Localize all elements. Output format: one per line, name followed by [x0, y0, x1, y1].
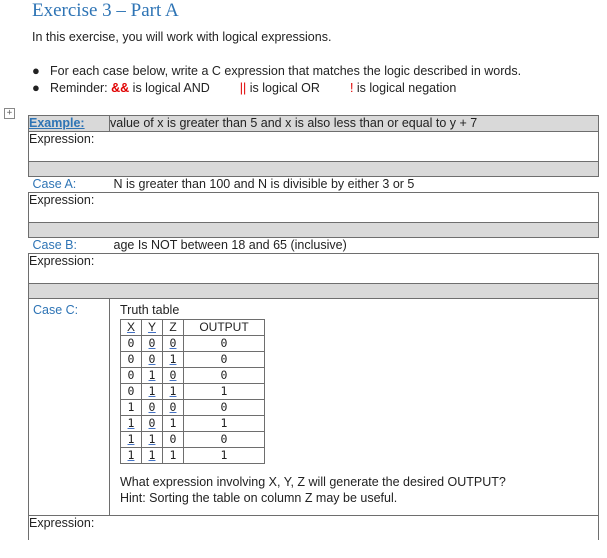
and-description: is logical AND [129, 81, 210, 95]
cell-x: 1 [121, 432, 142, 448]
truth-table-row [121, 400, 265, 416]
question-text: What expression involving X, Y, Z will generate the desired OUTPUT? [120, 475, 506, 489]
exercise-table [28, 115, 599, 540]
cell-x: 1 [121, 400, 142, 416]
cell-output: 0 [184, 432, 265, 448]
page-title: Exercise 3 – Part A [32, 0, 179, 21]
truth-table-row [121, 352, 265, 368]
table-row [29, 132, 599, 162]
case-b-label: Case B: [29, 238, 110, 254]
cell-z: 1 [163, 416, 184, 432]
case-c-content [110, 299, 599, 516]
table-move-handle-icon[interactable]: + [4, 108, 15, 119]
table-row [29, 116, 599, 132]
example-expression-cell[interactable] [29, 132, 599, 162]
cell-y: 0 [142, 336, 163, 352]
cell-y: 0 [142, 400, 163, 416]
not-description: is logical negation [353, 81, 457, 95]
cell-y: 1 [142, 448, 163, 464]
bullet-icon: ● [32, 80, 40, 95]
cell-output: 1 [184, 448, 265, 464]
cell-x: 0 [121, 368, 142, 384]
table-row [29, 254, 599, 284]
expression-label: Expression: [29, 132, 95, 146]
cell-output: 0 [184, 368, 265, 384]
not-operator: ! [349, 81, 354, 95]
truth-table-row [121, 448, 265, 464]
case-a-expression-cell[interactable] [29, 193, 599, 223]
expression-label: Expression: [29, 516, 95, 530]
cell-z: 0 [163, 432, 184, 448]
example-label: Example: [29, 116, 85, 130]
table-row [29, 223, 599, 238]
and-operator: && [111, 81, 130, 95]
header-z: Z [163, 320, 184, 336]
cell-z: 0 [163, 400, 184, 416]
case-b-expression-cell[interactable] [29, 254, 599, 284]
truth-table-title: Truth table [120, 303, 180, 317]
table-row [29, 177, 599, 193]
table-row [29, 238, 599, 254]
hint-text: Hint: Sorting the table on column Z may be useful. [120, 491, 398, 505]
case-c-expression-cell[interactable] [29, 516, 599, 540]
cell-z: 1 [163, 448, 184, 464]
table-row [29, 299, 599, 516]
truth-table-header [121, 320, 265, 336]
cell-z: 0 [163, 336, 184, 352]
cell-x: 0 [121, 352, 142, 368]
example-description: value of x is greater than 5 and x is also less than or equal to y + 7 [110, 116, 599, 132]
reminder-label: Reminder: [50, 81, 112, 95]
case-c-label: Case C: [29, 299, 110, 516]
cell-x: 1 [121, 448, 142, 464]
intro-text: In this exercise, you will work with logical expressions. [32, 30, 332, 44]
case-c-question [120, 474, 598, 506]
list-item [32, 64, 521, 81]
cell-y: 1 [142, 432, 163, 448]
truth-table-row [121, 336, 265, 352]
cell-x: 0 [121, 336, 142, 352]
cell-y: 1 [142, 368, 163, 384]
case-a-label: Case A: [29, 177, 110, 193]
list-item [32, 81, 521, 98]
case-b-description: age Is NOT between 18 and 65 (inclusive) [110, 238, 599, 254]
truth-table-row [121, 368, 265, 384]
case-a-description: N is greater than 100 and N is divisible by either 3 or 5 [110, 177, 599, 193]
truth-table-row [121, 432, 265, 448]
cell-z: 1 [163, 384, 184, 400]
cell-output: 0 [184, 352, 265, 368]
instruction-text: For each case below, write a C expression that matches the logic described in words. [50, 64, 522, 78]
table-row [29, 193, 599, 223]
header-x: X [121, 320, 142, 336]
cell-output: 0 [184, 336, 265, 352]
expression-label: Expression: [29, 254, 95, 268]
cell-y: 0 [142, 352, 163, 368]
bullet-icon: ● [32, 63, 40, 78]
header-output: OUTPUT [184, 320, 265, 336]
truth-table [120, 319, 265, 464]
or-operator: || [239, 81, 247, 95]
truth-table-row [121, 384, 265, 400]
cell-output: 1 [184, 416, 265, 432]
or-description: is logical OR [246, 81, 320, 95]
cell-z: 1 [163, 352, 184, 368]
cell-output: 0 [184, 400, 265, 416]
truth-table-row [121, 416, 265, 432]
cell-x: 1 [121, 416, 142, 432]
expression-label: Expression: [29, 193, 95, 207]
cell-output: 1 [184, 384, 265, 400]
cell-z: 0 [163, 368, 184, 384]
table-row [29, 284, 599, 299]
cell-y: 0 [142, 416, 163, 432]
cell-y: 1 [142, 384, 163, 400]
table-row [29, 162, 599, 177]
header-y: Y [142, 320, 163, 336]
table-row [29, 516, 599, 540]
cell-x: 0 [121, 384, 142, 400]
instruction-list [32, 64, 521, 98]
